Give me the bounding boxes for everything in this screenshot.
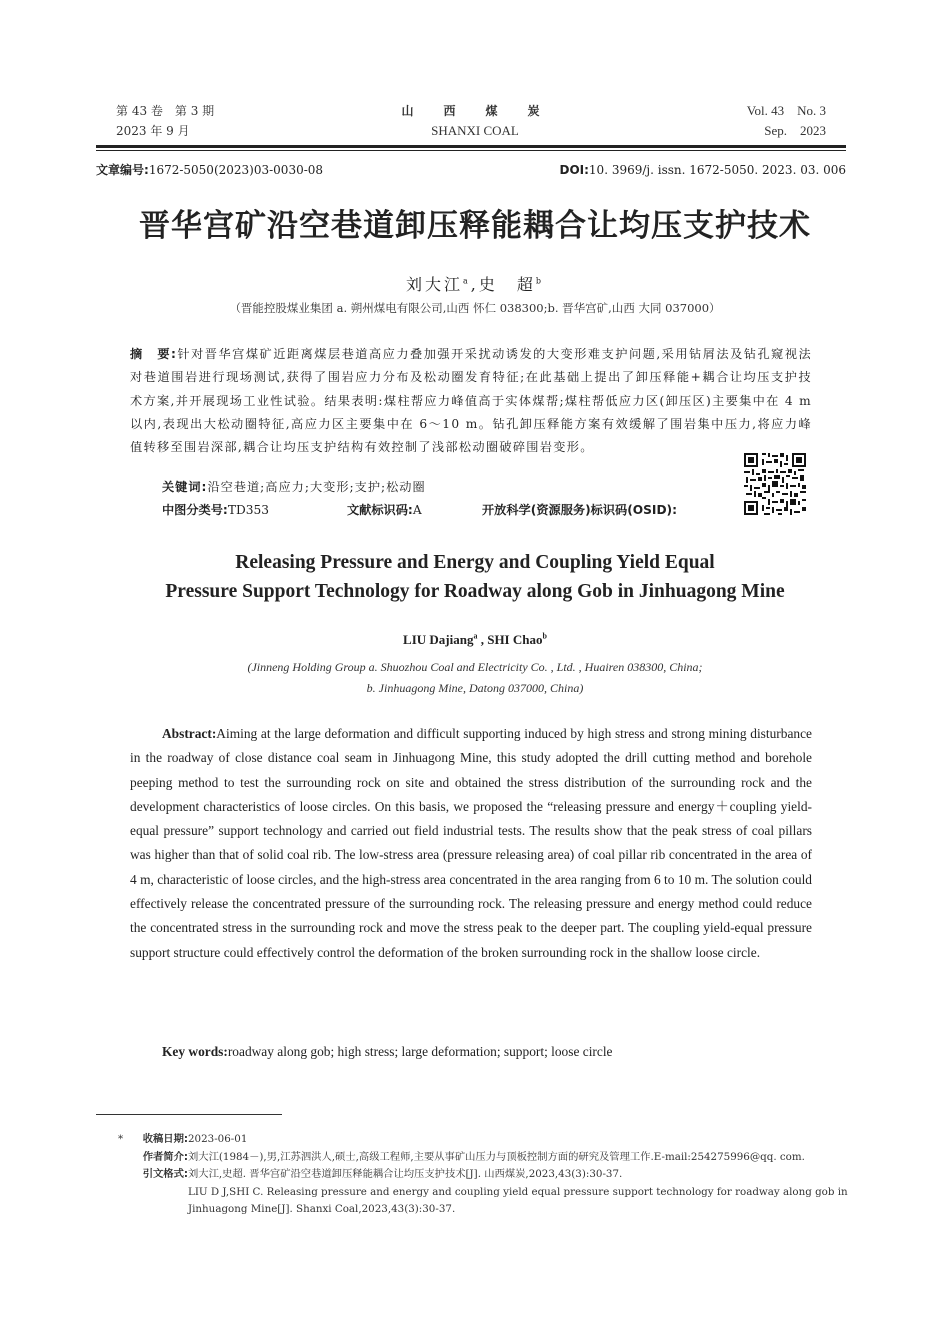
running-header-center (380, 101, 570, 141)
abstract-cn-text: 针对晋华宫煤矿近距离煤层巷道高应力叠加强开采扰动诱发的大变形难支护问题,采用钻屑法及钻孔窥视法对巷道围岩进行现场测试,获得了围岩应力分布及松动圈发育特征;在此基础上提出了卸压释能+耦合让均压支护技术方案,并开展现场工业性试验。结果表明:煤柱帮应力峰值高于实体煤帮;煤柱帮低应力区(卸压区)主要集中在 4 m 以内,表现出大松动圈特征,高应力区主要集中在 6～10 m。钻孔卸压释能方案有效缓解了围岩集中压力,将应力峰值转移至围岩深部,耦合让均压支护结构有效控制了浅部松动圈破碎围岩变形。 (130, 347, 812, 455)
author-separator: , (470, 275, 479, 294)
received-date: 2023-06-01 (188, 1133, 248, 1145)
doc-code (347, 501, 482, 519)
affiliation-cn: （晋能控股煤业集团 a. 朔州煤电有限公司,山西 怀仁 038300;b. 晋华宫矿,山西 大同 037000） (229, 301, 721, 315)
footnote-rule (96, 1114, 282, 1115)
affiliation-en-line1: (Jinneng Holding Group a. Shuozhou Coal and Electricity Co. , Ltd. , Huairen 038300, China; (247, 660, 703, 674)
doc-label: 文献标识码: (347, 503, 413, 517)
citation-label: 引文格式: (142, 1168, 188, 1180)
abstract-en (130, 722, 812, 965)
classification-row (162, 501, 677, 519)
author-2-affil-mark: b (535, 276, 545, 286)
doc-value: A (412, 503, 422, 517)
clc-label: 中图分类号: (162, 503, 228, 517)
keywords-en-label: Key words: (162, 1044, 228, 1059)
footnote (118, 1131, 848, 1219)
author-1-affil-mark: a (463, 276, 471, 286)
doi (559, 161, 846, 179)
keywords-en (162, 1040, 612, 1064)
clc-code (162, 501, 347, 519)
keywords-cn-text: 沿空巷道;高应力;大变形;支护;松动圈 (207, 480, 426, 494)
header-rule-thin (96, 150, 846, 151)
authors-en (0, 632, 950, 648)
keywords-en-text: roadway along gob; high stress; large deformation; support; loose circle (227, 1044, 613, 1059)
abstract-cn-label: 摘 要: (130, 347, 178, 361)
clc-value: TD353 (227, 503, 269, 517)
bio-label: 作者简介: (142, 1150, 188, 1163)
volume-issue-en: Vol. 43 No. 3 (746, 103, 826, 118)
author-2-cn: 史 超 (478, 275, 536, 294)
author-en-separator: , (477, 632, 488, 647)
article-number-label: 文章编号: (96, 163, 149, 177)
volume-issue: 第 43 卷 第 3 期 (116, 104, 215, 118)
title-en-line2: Pressure Support Technology for Roadway along Gob in Jinhuagong Mine (165, 581, 785, 602)
article-number-value: 1672-5050(2023)03-0030-08 (148, 163, 324, 177)
citation-en: LIU D J,SHI C. Releasing pressure and energy and coupling yield equal pressure support technology for roadway along gob in Jinhuagong Mine[J]. Shanxi Coal,2023,43(3):30-37. (188, 1185, 848, 1215)
issue-date-en: Sep. 2023 (764, 123, 826, 138)
doi-label: DOI: (559, 163, 589, 177)
author-1-cn: 刘大江 (405, 275, 463, 294)
article-number (96, 161, 323, 179)
received-label: 收稿日期: (142, 1133, 188, 1145)
header-rule-thick (96, 145, 846, 148)
citation-row (118, 1166, 848, 1219)
keywords-cn-label: 关键词: (162, 480, 208, 494)
issue-date: 2023 年 9 月 (116, 124, 190, 138)
affiliation-en-line2: b. Jinhuagong Mine, Datong 037000, China) (366, 681, 584, 695)
journal-name-en: SHANXI COAL (431, 123, 519, 138)
authors-cn (0, 272, 950, 295)
abstract-en-text: Aiming at the large deformation and difficult supporting induced by high stress and strong mining disturbance in the roadway of close distance coal seam in Jinhuagong Mine, this study adopted the drill cutting method and borehole peeping method to test the surrounding rock on site and obtained the stress distribution of the surrounding rock and the development characteristics of loose circles. On this basis, we proposed the “releasing pressure and energy＋coupling yield-equal pressure” support technology and carried out field industrial tests. The results show that the peak stress of coal pillars was higher than that of solid coal rib. The low-stress area (pressure releasing area) of coal pillar rib concentrated in the area of 4 m, characteristic of loose circles, and the high-stress area concentrated in the area ranging from 6 to 10 m. The solution could effectively release the concentrated pressure of the surrounding rock. The releasing pressure and energy method could reduce the concentrated stress in the surrounding rock and move the stress peak to the deeper part. The coupling yield-equal pressure support structure could effectively control the deformation of the broken surrounding rock in the shallow loose circle. (130, 726, 812, 960)
bio-text: 刘大江(1984－),男,江苏泗洪人,硕士,高级工程师,主要从事矿山压力与顶板控制方面的研究及管理工作.E-mail:254275996@qq. com. (188, 1150, 805, 1163)
affiliation-en (0, 657, 950, 699)
osid-label: 开放科学(资源服务)标识码(OSID): (482, 503, 678, 517)
abstract-cn (130, 343, 812, 459)
bio-row (118, 1149, 848, 1167)
qr-code-icon[interactable] (742, 451, 808, 517)
author-2-en: SHI Chao (487, 632, 543, 647)
received-row (118, 1131, 848, 1149)
running-header-right (747, 101, 826, 141)
footnote-star: * (118, 1133, 124, 1145)
abstract-en-label: Abstract: (162, 726, 217, 741)
author-1-en: LIU Dajiang (403, 632, 474, 647)
author-2-en-affil-mark: b (542, 631, 547, 641)
citation-text (188, 1166, 848, 1219)
title-cn: 晋华宫矿沿空巷道卸压释能耦合让均压支护技术 (139, 208, 811, 244)
running-header-left (116, 101, 214, 141)
title-en (0, 548, 950, 606)
citation-cn: 刘大江,史超. 晋华宫矿沿空巷道卸压释能耦合让均压支护技术[J]. 山西煤炭,2023,43(3):30-37. (188, 1168, 623, 1180)
keywords-cn (162, 478, 426, 496)
journal-name-cn: 山 西 煤 炭 (401, 104, 549, 118)
author-1-en-affil-mark: a (473, 631, 478, 641)
doi-value[interactable]: 10. 3969/j. issn. 1672-5050. 2023. 03. 006 (588, 163, 846, 177)
title-en-line1: Releasing Pressure and Energy and Coupling Yield Equal (235, 552, 715, 573)
